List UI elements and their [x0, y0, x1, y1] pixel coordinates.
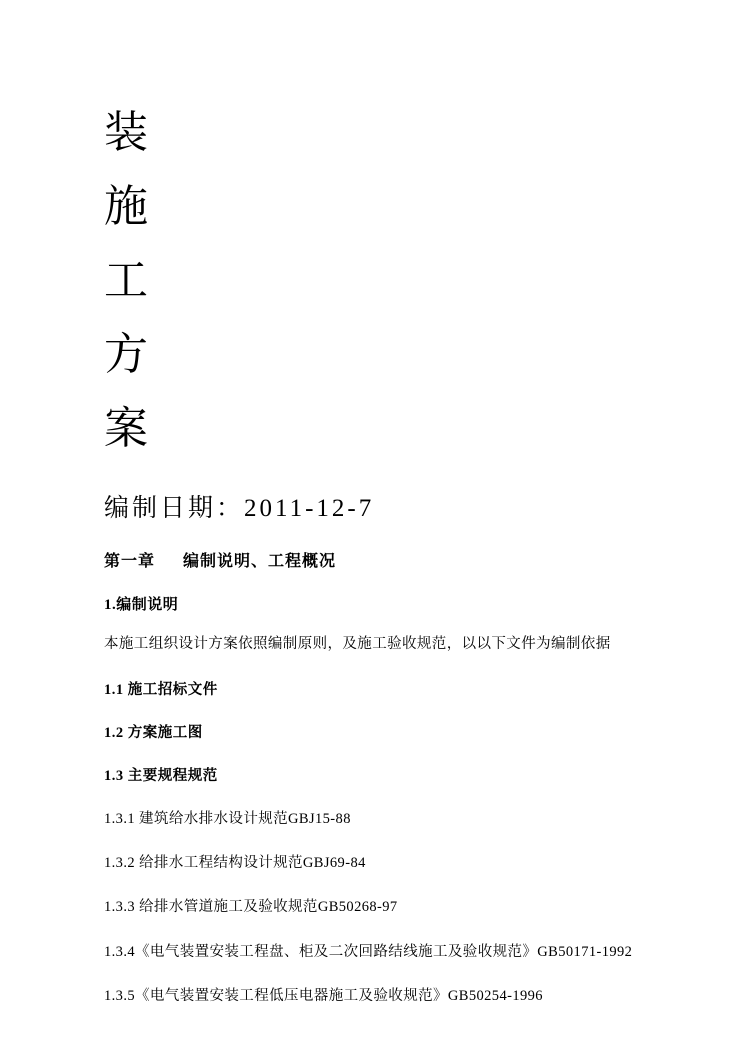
title-char-1: 装: [104, 108, 150, 157]
title-char-4: 方: [104, 330, 150, 379]
standard-item: 1.3.1 建筑给水排水设计规范GBJ15-88: [104, 810, 351, 827]
compilation-date: 编制日期：2011-12-7: [104, 495, 375, 522]
standard-item: 1.3.4《电气装置安装工程盘、柜及二次回路结线施工及验收规范》GB50171-1992: [104, 943, 633, 960]
standard-item: 1.3.2 给排水工程结构设计规范GBJ69-84: [104, 855, 366, 872]
section-heading-1: 1.编制说明: [104, 597, 179, 613]
title-char-5: 案: [104, 404, 150, 453]
section-heading-1-3: 1.3 主要规程规范: [104, 767, 218, 784]
standard-item: 1.3.5《电气装置安装工程低压电器施工及验收规范》GB50254-1996: [104, 987, 543, 1004]
section-heading-1-1: 1.1 施工招标文件: [104, 681, 218, 698]
chapter-name: 编制说明、工程概况: [183, 553, 337, 570]
standard-item: 1.3.3 给排水管道施工及验收规范GB50268-97: [104, 899, 398, 916]
paragraph-compilation-basis: 本施工组织设计方案依照编制原则，及施工验收规范，以以下文件为编制依据: [104, 636, 611, 652]
chapter-number: 第一章: [104, 553, 156, 570]
title-char-3: 工: [104, 256, 150, 305]
section-heading-1-2: 1.2 方案施工图: [104, 724, 203, 741]
chapter-heading: [104, 548, 670, 571]
title-char-2: 施: [104, 182, 150, 231]
document-title: [104, 96, 670, 466]
